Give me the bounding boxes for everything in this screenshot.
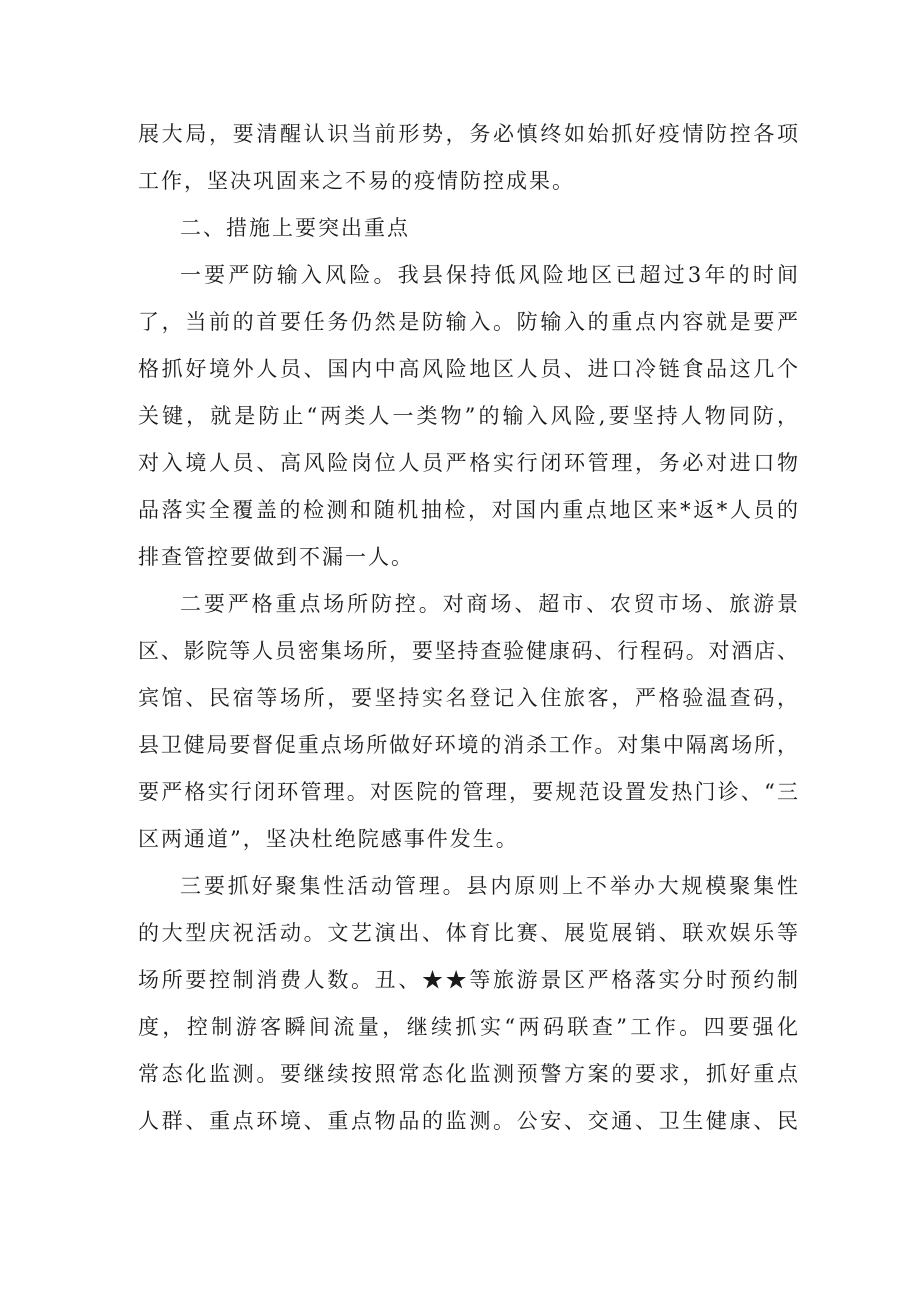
text-line: 排查管控要做到不漏一人。 [138,545,414,569]
text-line: 要严格实行闭环管理。对医院的管理，要规范设置发热门诊、“三 [138,780,798,804]
text-line: 场所要控制消费人数。丑、★★等旅游景区严格落实分时预约制 [138,968,798,992]
text-line: 一要严防输入风险。我县保持低风险地区已超过3年的时间 [180,263,798,287]
text-line: 区两通道”，坚决杜绝院感事件发生。 [138,827,519,851]
text-line: 县卫健局要督促重点场所做好环境的消杀工作。对集中隔离场所， [138,733,798,757]
text-line: 人群、重点环境、重点物品的监测。公安、交通、卫生健康、民 [138,1109,798,1133]
text-line: 区、影院等人员密集场所，要坚持查验健康码、行程码。对酒店、 [138,639,798,663]
text-line: 格抓好境外人员、国内中高风险地区人员、进口冷链食品这几个 [138,357,798,381]
text-line: 三要抓好聚集性活动管理。县内原则上不举办大规模聚集性 [180,874,798,898]
text-line: 了，当前的首要任务仍然是防输入。防输入的重点内容就是要严 [138,310,798,334]
text-line: 常态化监测。要继续按照常态化监测预警方案的要求，抓好重点 [138,1062,798,1086]
text-line: 工作，坚决巩固来之不易的疫情防控成果。 [138,169,575,193]
text-line: 对入境人员、高风险岗位人员严格实行闭环管理，务必对进口物 [138,451,798,475]
text-line: 展大局，要清醒认识当前形势，务必慎终如始抓好疫情防控各项 [138,122,798,146]
text-line: 宾馆、民宿等场所，要坚持实名登记入住旅客，严格验温查码， [138,686,798,710]
text-line: 关键，就是防止“两类人一类物”的输入风险,要坚持人物同防， [138,404,798,428]
text-line: 品落实全覆盖的检测和随机抽检，对国内重点地区来*返*人员的 [138,498,798,522]
document-body [138,111,798,1145]
text-line: 度，控制游客瞬间流量，继续抓实“两码联查”工作。四要强化 [138,1015,798,1039]
text-line: 二要严格重点场所防控。对商场、超市、农贸市场、旅游景 [180,592,798,616]
text-line: 的大型庆祝活动。文艺演出、体育比赛、展览展销、联欢娱乐等 [138,921,798,945]
section-heading: 二、措施上要突出重点 [180,216,410,240]
